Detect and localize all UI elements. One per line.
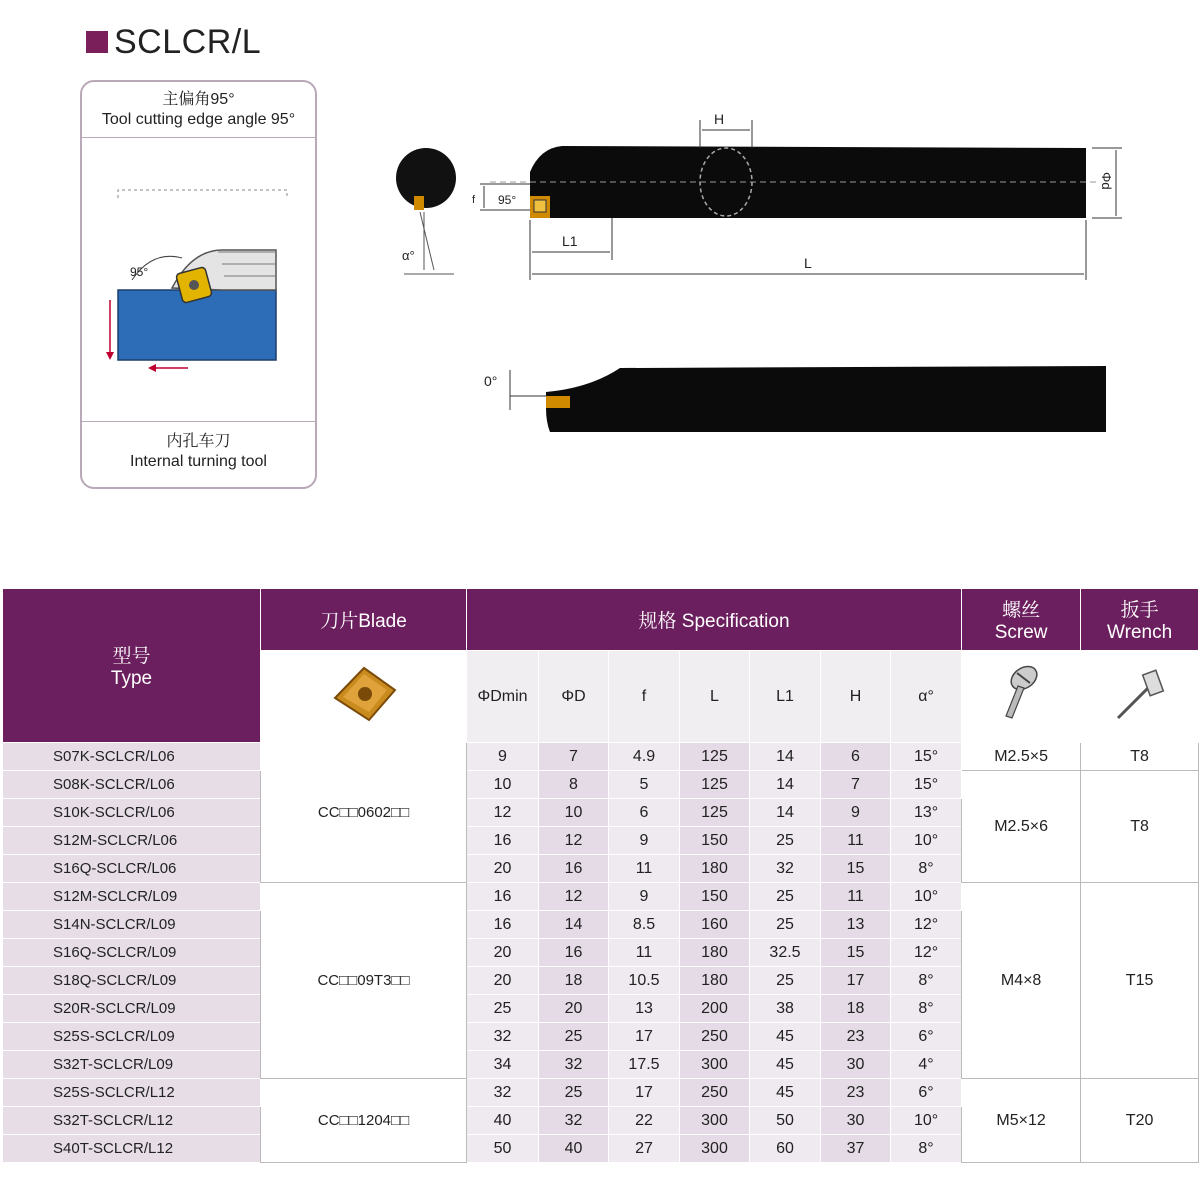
cell-value: 7 (821, 771, 891, 799)
cell-type: S07K-SCLCR/L06 (3, 743, 261, 771)
zero-angle-label: 0° (484, 373, 498, 389)
cell-value: 300 (680, 1051, 750, 1079)
cell-value: 15 (821, 855, 891, 883)
cell-value: 125 (680, 771, 750, 799)
cell-value: 10° (891, 827, 962, 855)
cell-value: 6 (821, 743, 891, 771)
cell-value: 5 (609, 771, 680, 799)
cell-value: 8° (891, 967, 962, 995)
cell-wrench: T15 (1081, 883, 1199, 1079)
cell-value: 250 (680, 1079, 750, 1107)
cell-value: 40 (539, 1135, 609, 1163)
tool-bar-top (472, 111, 1122, 280)
cell-value: 150 (680, 827, 750, 855)
col-screw-en: Screw (994, 622, 1048, 643)
cell-value: 180 (680, 855, 750, 883)
page-title-block (86, 22, 261, 62)
cell-value: 10 (467, 771, 539, 799)
cell-type: S32T-SCLCR/L09 (3, 1051, 261, 1079)
cell-type: S40T-SCLCR/L12 (3, 1135, 261, 1163)
cell-value: 8 (539, 771, 609, 799)
cell-value: 34 (467, 1051, 539, 1079)
internal-turning-illustration (82, 140, 315, 420)
cell-blade: CC□□09T3□□ (261, 883, 467, 1079)
cell-value: 15° (891, 743, 962, 771)
cell-value: 20 (467, 967, 539, 995)
alpha-label: α° (402, 248, 415, 263)
cell-type: S32T-SCLCR/L12 (3, 1107, 261, 1135)
wrench-icon (1081, 651, 1199, 743)
cell-value: 32 (539, 1107, 609, 1135)
cell-value: 15° (891, 771, 962, 799)
cell-value: 30 (821, 1107, 891, 1135)
cell-blade: CC□□1204□□ (261, 1079, 467, 1163)
cell-value: 14 (750, 799, 821, 827)
page-title: SCLCR/L (114, 22, 262, 61)
cell-value: 9 (467, 743, 539, 771)
cell-value: 32.5 (750, 939, 821, 967)
cell-value: 8° (891, 1135, 962, 1163)
cell-value: 12 (467, 799, 539, 827)
cell-value: 23 (821, 1023, 891, 1051)
cell-value: 27 (609, 1135, 680, 1163)
cell-value: 12° (891, 911, 962, 939)
card-header (82, 82, 315, 138)
cell-value: 18 (821, 995, 891, 1023)
cell-value: 180 (680, 939, 750, 967)
cell-type: S20R-SCLCR/L09 (3, 995, 261, 1023)
cell-screw: M5×12 (962, 1079, 1081, 1163)
col-l: L (680, 651, 750, 743)
f-label: f (472, 194, 476, 206)
cell-value: 12 (539, 883, 609, 911)
cell-value: 60 (750, 1135, 821, 1163)
cell-value: 45 (750, 1051, 821, 1079)
card-angle-label: 95° (130, 265, 149, 279)
cell-type: S14N-SCLCR/L09 (3, 911, 261, 939)
cell-value: 32 (467, 1023, 539, 1051)
cell-value: 6° (891, 1079, 962, 1107)
cell-value: 7 (539, 743, 609, 771)
l-label: L (804, 255, 812, 271)
cell-value: 16 (539, 939, 609, 967)
cell-value: 4° (891, 1051, 962, 1079)
cell-screw: M2.5×6 (962, 771, 1081, 883)
card-footer (82, 421, 315, 487)
col-alpha: α° (891, 651, 962, 743)
cell-value: 6° (891, 1023, 962, 1051)
table-row (3, 1079, 1199, 1107)
cell-type: S16Q-SCLCR/L06 (3, 855, 261, 883)
cell-value: 38 (750, 995, 821, 1023)
cell-value: 10.5 (609, 967, 680, 995)
phi-d-label: Φd (1099, 172, 1114, 190)
cell-value: 12° (891, 939, 962, 967)
col-d: ΦD (539, 651, 609, 743)
screw-icon (962, 651, 1081, 743)
cell-value: 14 (539, 911, 609, 939)
cell-value: 16 (467, 827, 539, 855)
cell-type: S18Q-SCLCR/L09 (3, 967, 261, 995)
cell-type: S25S-SCLCR/L09 (3, 1023, 261, 1051)
cell-value: 125 (680, 799, 750, 827)
cell-value: 25 (750, 911, 821, 939)
cell-value: 37 (821, 1135, 891, 1163)
cell-value: 17 (609, 1023, 680, 1051)
cell-type: S10K-SCLCR/L06 (3, 799, 261, 827)
table-row (3, 883, 1199, 911)
col-screw (962, 589, 1081, 651)
cell-value: 11 (821, 827, 891, 855)
cell-type: S25S-SCLCR/L12 (3, 1079, 261, 1107)
cell-value: 13 (821, 911, 891, 939)
col-wrench-cn: 扳手 (1120, 600, 1159, 621)
cell-value: 25 (539, 1079, 609, 1107)
cell-value: 17 (821, 967, 891, 995)
col-screw-cn: 螺丝 (1002, 600, 1041, 621)
tool-bar-side (484, 366, 1106, 432)
col-wrench (1081, 589, 1199, 651)
cell-value: 22 (609, 1107, 680, 1135)
cell-value: 12 (539, 827, 609, 855)
cell-value: 23 (821, 1079, 891, 1107)
cell-value: 11 (821, 883, 891, 911)
cell-value: 14 (750, 743, 821, 771)
angle-card (80, 80, 317, 489)
cell-value: 250 (680, 1023, 750, 1051)
cell-value: 25 (750, 967, 821, 995)
cell-value: 13° (891, 799, 962, 827)
cell-value: 45 (750, 1079, 821, 1107)
col-f: f (609, 651, 680, 743)
cell-value: 6 (609, 799, 680, 827)
title-square-icon (86, 31, 108, 53)
cell-screw: M2.5×5 (962, 743, 1081, 771)
cell-value: 18 (539, 967, 609, 995)
cell-value: 8.5 (609, 911, 680, 939)
col-wrench-en: Wrench (1107, 622, 1173, 643)
cell-value: 11 (609, 855, 680, 883)
col-h: H (821, 651, 891, 743)
cell-value: 13 (609, 995, 680, 1023)
cell-value: 10° (891, 1107, 962, 1135)
cell-type: S16Q-SCLCR/L09 (3, 939, 261, 967)
blade-insert-icon (261, 651, 467, 743)
cell-value: 25 (539, 1023, 609, 1051)
cell-value: 300 (680, 1135, 750, 1163)
cell-value: 9 (609, 827, 680, 855)
angle95-label: 95° (498, 193, 517, 207)
cell-value: 160 (680, 911, 750, 939)
cell-value: 20 (467, 855, 539, 883)
cell-type: S12M-SCLCR/L06 (3, 827, 261, 855)
col-type-en: Type (110, 668, 153, 689)
col-spec: 规格 Specification (467, 589, 962, 651)
col-type (3, 589, 261, 743)
cell-value: 45 (750, 1023, 821, 1051)
cell-value: 15 (821, 939, 891, 967)
cell-value: 9 (821, 799, 891, 827)
col-dmin: ΦDmin (467, 651, 539, 743)
card-header-en: Tool cutting edge angle 95° (101, 111, 296, 128)
cell-value: 200 (680, 995, 750, 1023)
cell-value: 17.5 (609, 1051, 680, 1079)
cell-value: 30 (821, 1051, 891, 1079)
table-row (3, 771, 1199, 799)
cell-value: 4.9 (609, 743, 680, 771)
cell-type: S08K-SCLCR/L06 (3, 771, 261, 799)
cell-value: 11 (609, 939, 680, 967)
cell-wrench: T20 (1081, 1079, 1199, 1163)
cell-value: 10 (539, 799, 609, 827)
cell-value: 8° (891, 995, 962, 1023)
l1-label: L1 (562, 233, 578, 249)
cell-wrench: T8 (1081, 771, 1199, 883)
cell-value: 32 (539, 1051, 609, 1079)
cell-value: 20 (539, 995, 609, 1023)
cell-value: 14 (750, 771, 821, 799)
table-row (3, 743, 1199, 771)
cell-value: 20 (467, 939, 539, 967)
cell-value: 17 (609, 1079, 680, 1107)
cell-value: 16 (467, 911, 539, 939)
col-type-cn: 型号 (112, 646, 151, 667)
cell-type: S12M-SCLCR/L09 (3, 883, 261, 911)
tool-drawing (380, 100, 1140, 460)
spec-table (2, 588, 1199, 1163)
cell-value: 32 (750, 855, 821, 883)
cell-value: 50 (467, 1135, 539, 1163)
cell-value: 180 (680, 967, 750, 995)
h-label: H (714, 111, 725, 127)
cell-value: 9 (609, 883, 680, 911)
cell-value: 50 (750, 1107, 821, 1135)
cell-screw: M4×8 (962, 883, 1081, 1079)
cell-value: 8° (891, 855, 962, 883)
cell-value: 125 (680, 743, 750, 771)
cell-value: 16 (467, 883, 539, 911)
col-l1: L1 (750, 651, 821, 743)
cell-value: 16 (539, 855, 609, 883)
cell-value: 25 (750, 827, 821, 855)
cell-wrench: T8 (1081, 743, 1199, 771)
cell-value: 40 (467, 1107, 539, 1135)
card-header-cn: 主偏角95° (162, 91, 235, 108)
cell-value: 32 (467, 1079, 539, 1107)
cell-value: 25 (750, 883, 821, 911)
cell-value: 300 (680, 1107, 750, 1135)
card-footer-cn: 内孔车刀 (166, 433, 231, 450)
cell-value: 25 (467, 995, 539, 1023)
cell-value: 150 (680, 883, 750, 911)
card-footer-en: Internal turning tool (130, 453, 267, 470)
cell-value: 10° (891, 883, 962, 911)
end-view (396, 148, 456, 274)
col-blade: 刀片Blade (261, 589, 467, 651)
cell-blade: CC□□0602□□ (261, 743, 467, 883)
